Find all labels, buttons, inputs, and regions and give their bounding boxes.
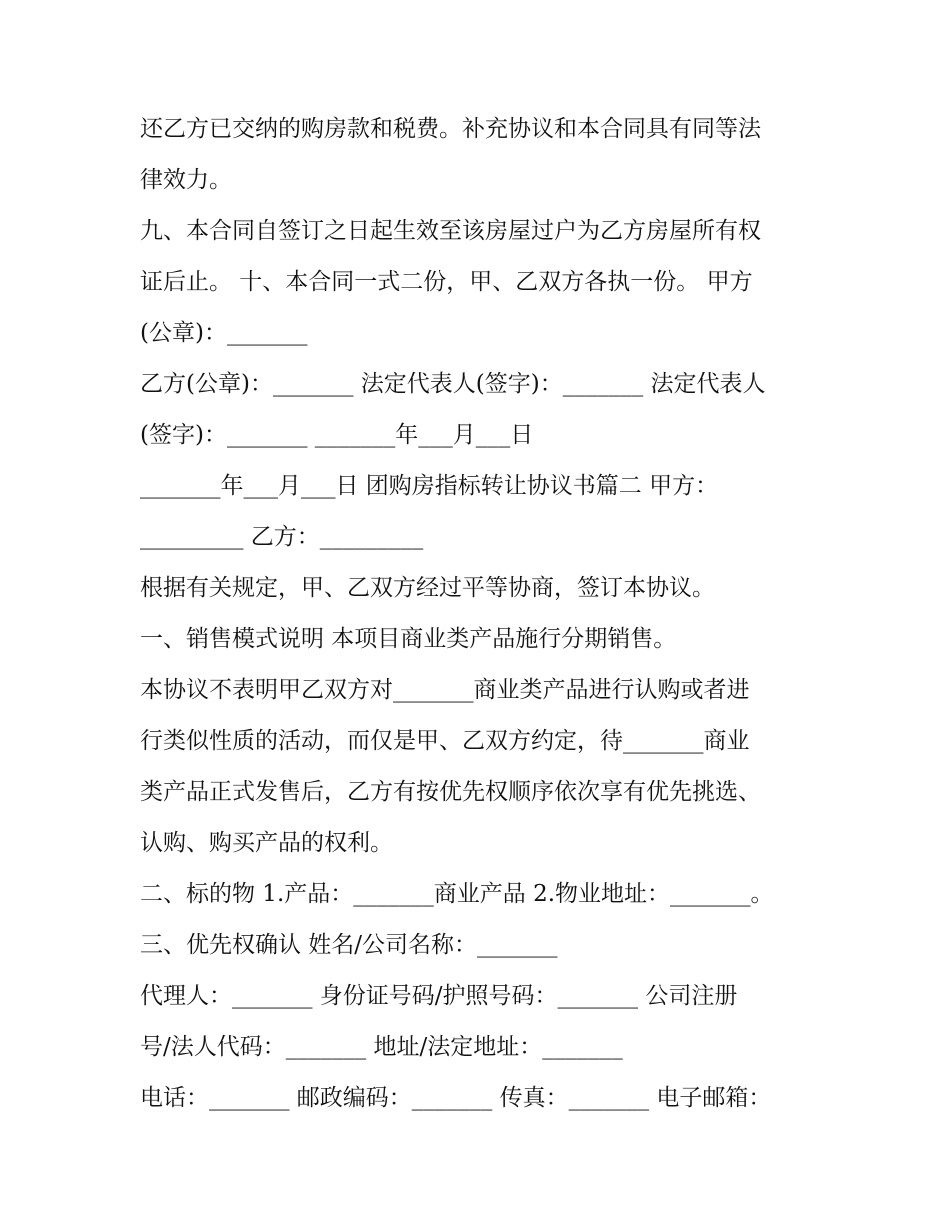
text-line: 乙方(公章)：_______ 法定代表人(签字)：_______ 法定代表人 xyxy=(140,371,766,397)
text-line: 二、标的物 1.产品：_______商业产品 2.物业地址：_______。 xyxy=(140,881,774,907)
text-line: 根据有关规定，甲、乙双方经过平等协商，签订本协议。 xyxy=(140,575,715,601)
text-line: 类产品正式发售后，乙方有按优先权顺序依次享有优先挑选、 xyxy=(140,779,761,805)
text-line: 证后止。 十、本合同一式二份，甲、乙双方各执一份。 甲方 xyxy=(140,269,753,295)
text-line: 律效力。 xyxy=(140,167,232,193)
text-line: 电话：_______ 邮政编码：_______ 传真：_______ 电子邮箱： xyxy=(140,1085,772,1111)
text-line: 还乙方已交纳的购房款和税费。补充协议和本合同具有同等法 xyxy=(140,116,761,142)
text-line: 号/法人代码：_______ 地址/法定地址：_______ xyxy=(140,1034,623,1060)
text-line: 一、销售模式说明 本项目商业类产品施行分期销售。 xyxy=(140,626,677,652)
text-line: 本协议不表明甲乙双方对_______商业类产品进行认购或者进 xyxy=(140,677,750,703)
text-line: _________ 乙方：_________ xyxy=(140,524,424,550)
text-line: 三、优先权确认 姓名/公司名称：_______ xyxy=(140,932,558,958)
text-line: (签字)：_______ _______年___月___日 xyxy=(140,422,534,448)
text-line: _______年___月___日 团购房指标转让协议书篇二 甲方： xyxy=(140,473,719,499)
text-line: 认购、购买产品的权利。 xyxy=(140,830,393,856)
document-body xyxy=(140,104,820,1124)
text-line: (公章)：_______ xyxy=(140,320,308,346)
text-line: 代理人：_______ 身份证号码/护照号码：_______ 公司注册 xyxy=(140,983,738,1009)
text-line: 行类似性质的活动，而仅是甲、乙双方约定，待_______商业 xyxy=(140,728,750,754)
text-line: 九、本合同自签订之日起生效至该房屋过户为乙方房屋所有权 xyxy=(140,218,761,244)
